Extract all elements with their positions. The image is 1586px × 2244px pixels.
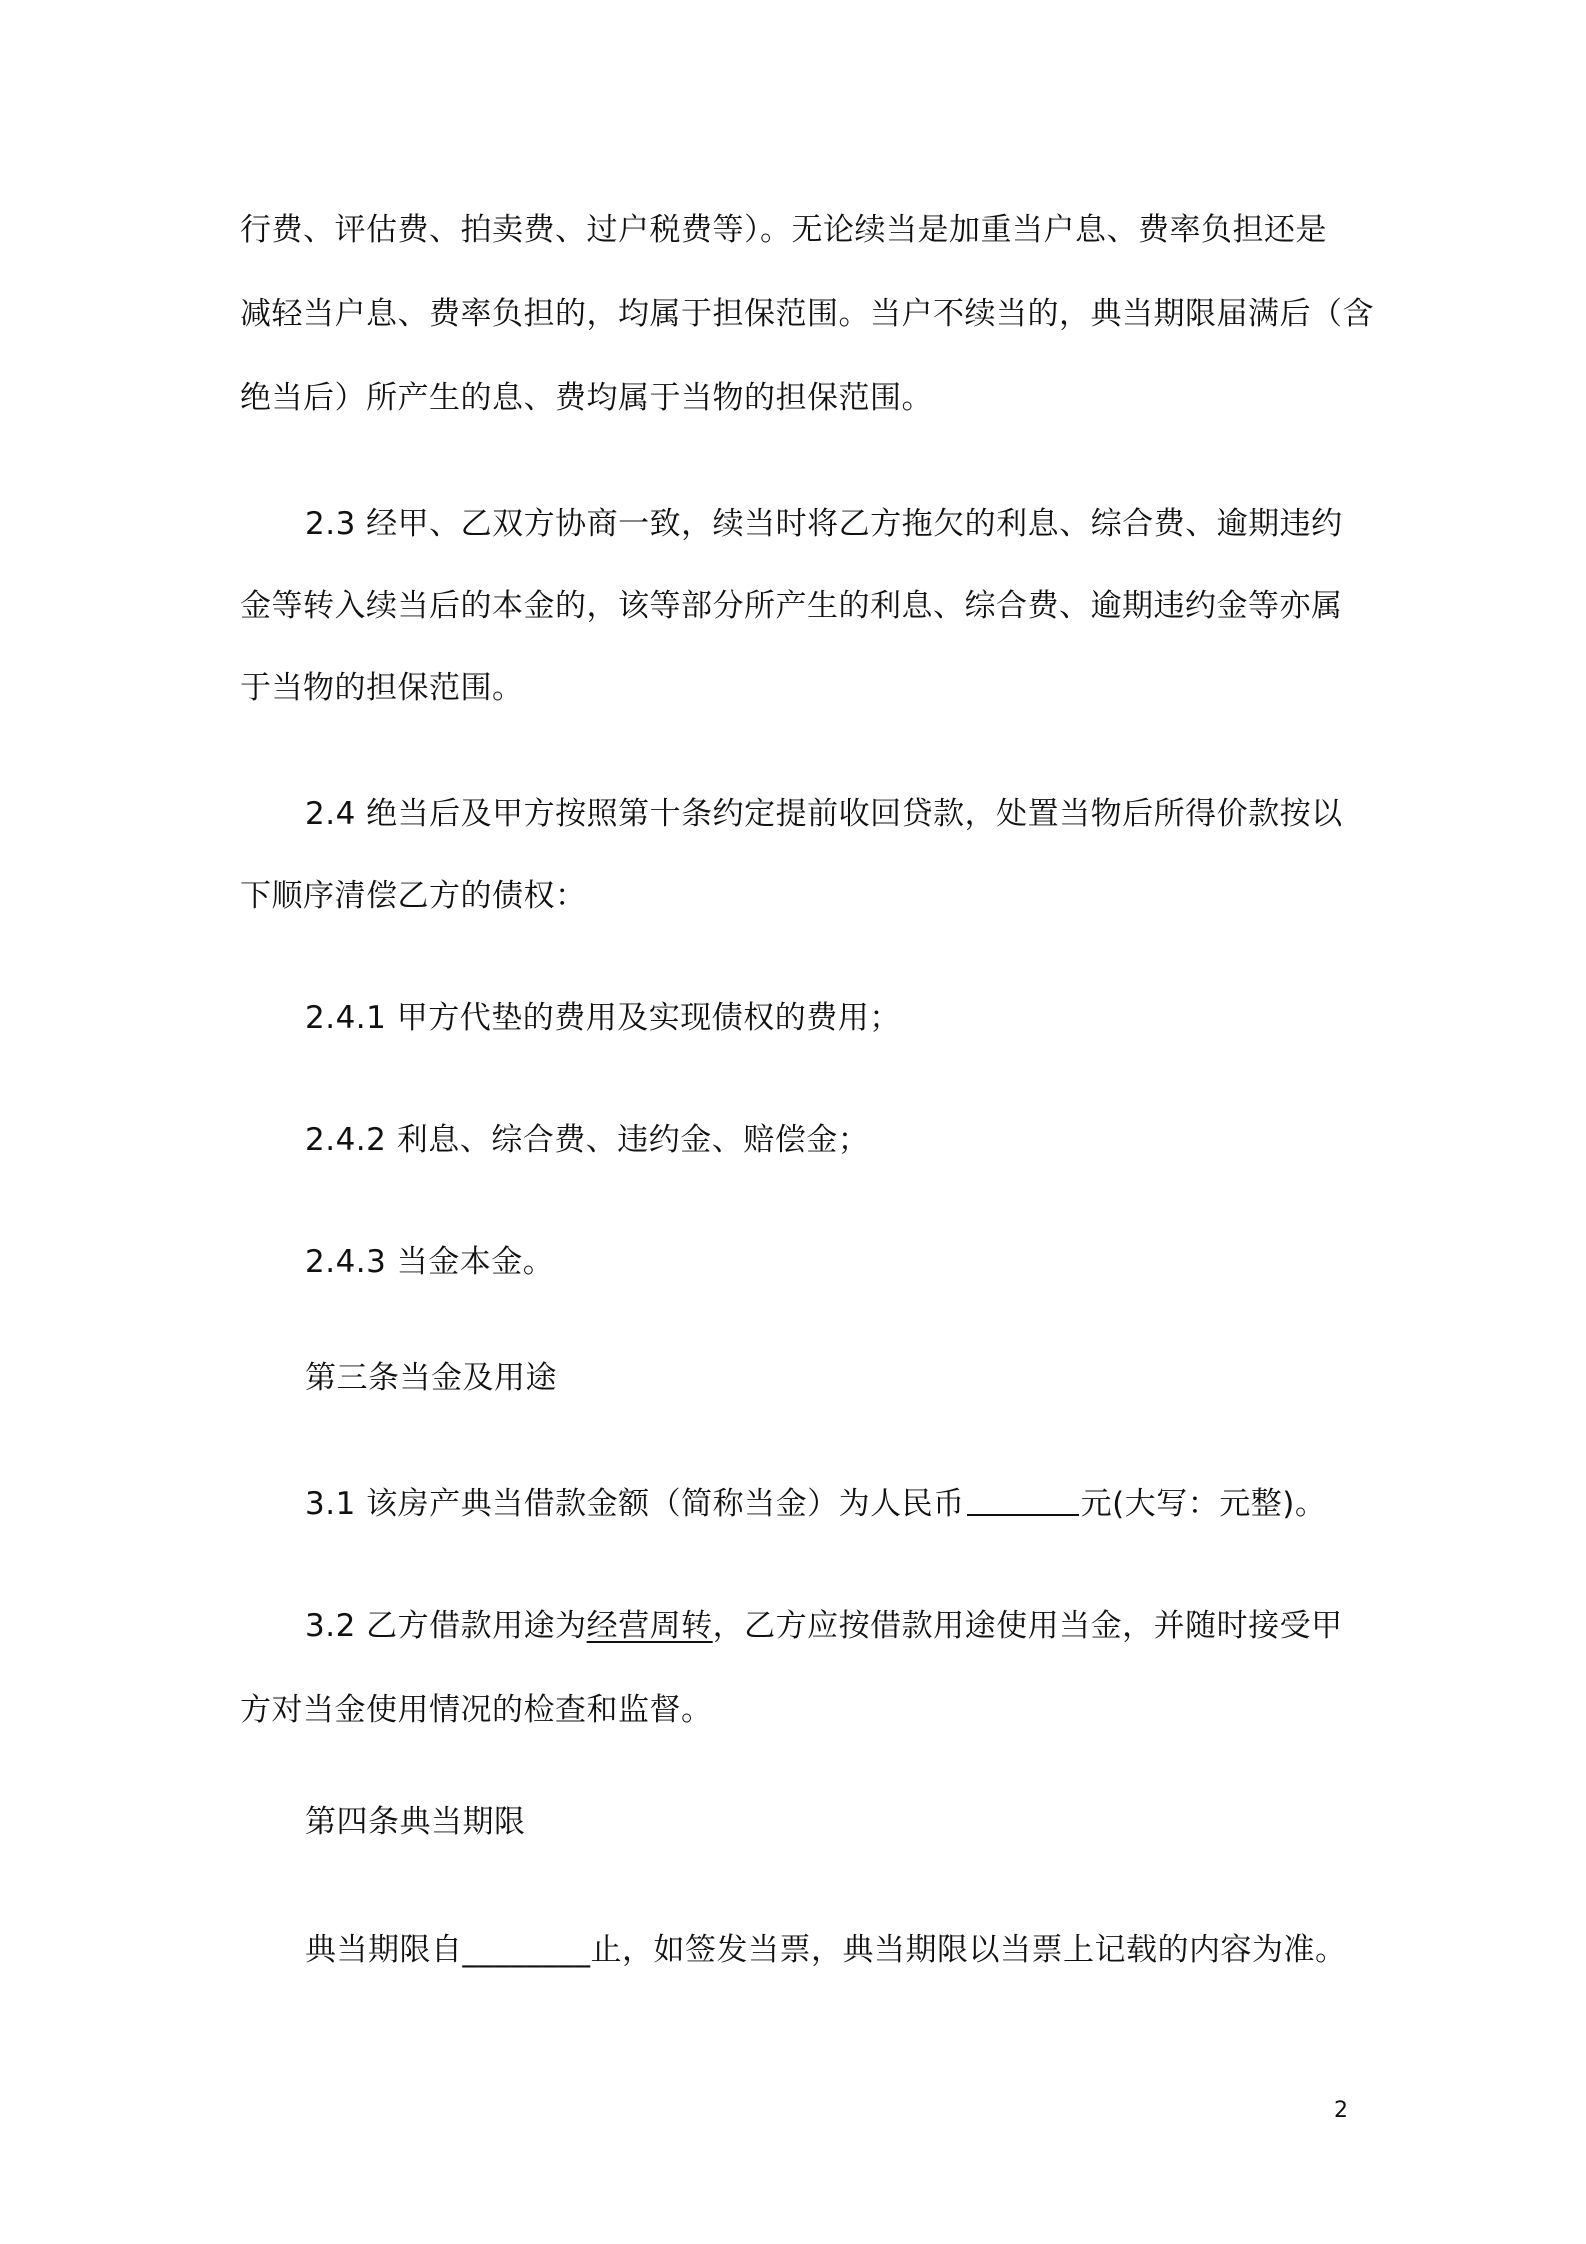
clause-2-4-line: 2.4 绝当后及甲方按照第十条约定提前收回贷款，处置当物后所得价款按以 <box>305 796 1343 832</box>
clause-2-4-line: 下顺序清偿乙方的债权： <box>240 878 587 914</box>
paragraph-line: 行费、评估费、拍卖费、过户税费等）。无论续当是加重当户息、费率负担还是 <box>240 212 1327 248</box>
loan-purpose-value: 经营周转 <box>586 1608 713 1644</box>
clause-2-4-1: 2.4.1 甲方代垫的费用及实现债权的费用； <box>305 1000 901 1036</box>
clause-2-3-line: 2.3 经甲、乙双方协商一致，续当时将乙方拖欠的利息、综合费、逾期违约 <box>305 506 1343 542</box>
page-number: 2 <box>1334 2098 1348 2123</box>
clause-3-2-text-before: 3.2 乙方借款用途为 <box>305 1608 587 1644</box>
clause-2-3-line: 金等转入续当后的本金的，该等部分所产生的利息、综合费、逾期违约金等亦属 <box>240 588 1343 624</box>
clause-3-1-text-before: 3.1 该房产典当借款金额（简称当金）为人民币 <box>305 1486 965 1522</box>
clause-3-1-text-after: 元(大写：元整)。 <box>1080 1486 1327 1522</box>
clause-2-4-2: 2.4.2 利息、综合费、违约金、赔偿金； <box>305 1122 870 1158</box>
amount-blank <box>967 1484 1079 1516</box>
clause-2-3-line: 于当物的担保范围。 <box>240 670 524 706</box>
clause-2-4-3: 2.4.3 当金本金。 <box>305 1244 555 1280</box>
paragraph-line: 绝当后）所产生的息、费均属于当物的担保范围。 <box>240 380 933 416</box>
pawn-term-line: 典当期限自________止，如签发当票，典当期限以当票上记载的内容为准。 <box>305 1932 1347 1968</box>
clause-3-1 <box>305 1482 1326 1526</box>
article-3-title: 第三条当金及用途 <box>305 1360 557 1396</box>
clause-3-2-text-after: ，乙方应按借款用途使用当金，并随时接受甲 <box>712 1608 1343 1644</box>
article-4-title: 第四条典当期限 <box>305 1804 526 1840</box>
clause-3-2 <box>305 1604 1343 1648</box>
clause-3-2-continuation: 方对当金使用情况的检查和监督。 <box>240 1692 713 1728</box>
paragraph-line: 减轻当户息、费率负担的，均属于担保范围。当户不续当的，典当期限届满后（含 <box>240 296 1374 332</box>
